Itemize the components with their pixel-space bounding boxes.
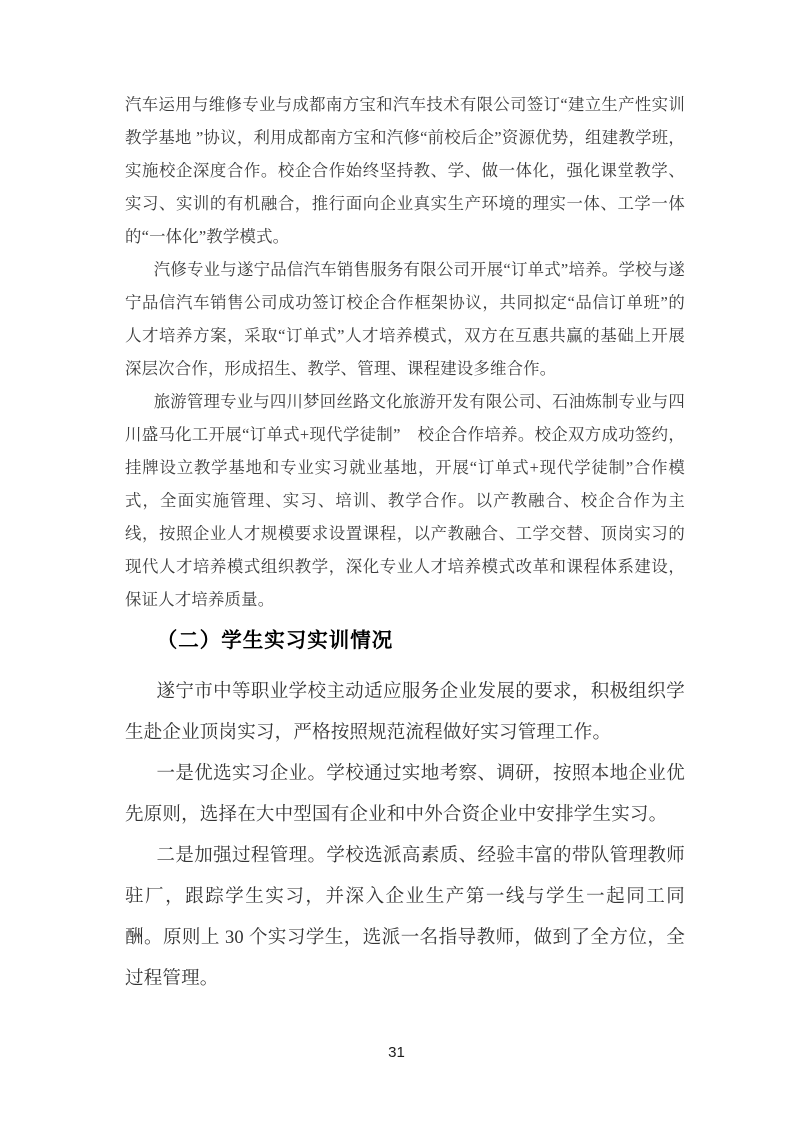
- page-content: [125, 88, 685, 1000]
- body-paragraph: 遂宁市中等职业学校主动适应服务企业发展的要求，积极组织学生赴企业顶岗实习，严格按照规范流程做好实习管理工作。: [125, 682, 685, 743]
- body-paragraph: 旅游管理专业与四川梦回丝路文化旅游开发有限公司、石油炼制专业与四川盛马化工开展“订单式+现代学徒制” 校企合作培养。校企双方成功签约，挂牌设立教学基地和专业实习就业基地，开展“订单式+现代学徒制”合作模式，全面实施管理、实习、培训、教学合作。以产教融合、校企合作为主线，按照企业人才规模要求设置课程，以产教融合、工学交替、顶岗实习的现代人才培养模式组织教学，深化专业人才培养模式改革和课程体系建设，保证人才培养质量。: [125, 392, 685, 609]
- section-heading: （二）学生实习实训情况: [156, 630, 394, 652]
- section-company-cooperation: [125, 88, 685, 616]
- body-paragraph: 汽车运用与维修专业与成都南方宝和汽车技术有限公司签订“建立生产性实训教学基地 ”协议，利用成都南方宝和汽修“前校后企”资源优势，组建教学班，实施校企深度合作。校企合作始终坚持教、学、做一体化，强化课堂教学、实习、实训的有机融合，推行面向企业真实生产环境的理实一体、工学一体的“一体化”教学模式。: [125, 95, 685, 246]
- body-paragraph: 一是优选实习企业。学校通过实地考察、调研，按照本地企业优先原则，选择在大中型国有企业和中外合资企业中安排学生实习。: [125, 764, 685, 825]
- body-paragraph: 汽修专业与遂宁品信汽车销售服务有限公司开展“订单式”培养。学校与遂宁品信汽车销售公司成功签订校企合作框架协议，共同拟定“品信订单班”的人才培养方案，采取“订单式”人才培养模式，双方在互惠共赢的基础上开展深层次合作，形成招生、教学、管理、课程建设多维合作。: [125, 260, 685, 378]
- section-student-internship: [125, 672, 685, 1000]
- body-paragraph: 二是加强过程管理。学校选派高素质、经验丰富的带队管理教师驻厂，跟踪学生实习，并深入企业生产第一线与学生一起同工同酬。原则上 30 个实习学生，选派一名指导教师，做到了全方位，全过程管理。: [125, 846, 685, 989]
- page-number: 31: [388, 1044, 405, 1061]
